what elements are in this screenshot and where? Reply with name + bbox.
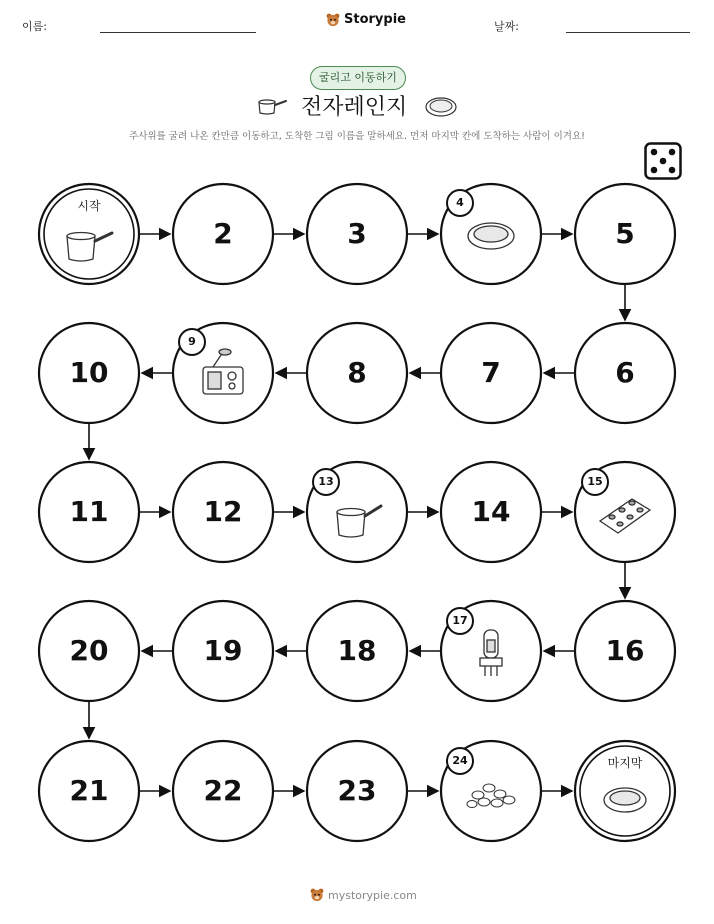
cell-badge: 9 bbox=[178, 328, 206, 356]
cell-number: 20 bbox=[69, 634, 109, 667]
cell-number: 8 bbox=[347, 356, 367, 389]
name-label: 이름: bbox=[22, 20, 47, 33]
brand-name: Storypie bbox=[344, 12, 406, 27]
start-label: 시작 bbox=[77, 199, 101, 213]
date-label: 날짜: bbox=[494, 20, 519, 33]
cell-number: 19 bbox=[203, 634, 243, 667]
cell-badge: 13 bbox=[312, 468, 340, 496]
footer-url[interactable]: mystorypie.com bbox=[328, 888, 417, 902]
dish-icon bbox=[468, 223, 514, 249]
cell-number: 2 bbox=[213, 217, 233, 250]
cell-number: 18 bbox=[337, 634, 377, 667]
cell-number: 6 bbox=[615, 356, 635, 389]
cell-number: 23 bbox=[337, 774, 377, 807]
bear-icon bbox=[310, 888, 324, 902]
cell-number: 10 bbox=[69, 356, 109, 389]
page-title: 전자레인지 bbox=[301, 95, 408, 120]
cell-badge: 4 bbox=[446, 189, 474, 217]
cell-number: 16 bbox=[605, 634, 645, 667]
finish-label: 마지막 bbox=[607, 756, 643, 770]
cell-number: 5 bbox=[615, 217, 635, 250]
activity-tag: 굴리고 이동하기 bbox=[310, 66, 406, 90]
cell-number: 21 bbox=[69, 774, 109, 807]
cell-number: 3 bbox=[347, 217, 367, 250]
instructions: 주사위를 굴려 나온 칸만큼 이동하고, 도착한 그림 이름을 말하세요. 먼저 마지막 칸에 도착하는 사람이 이겨요! bbox=[129, 131, 585, 142]
cell-number: 11 bbox=[69, 495, 109, 528]
cell-number: 12 bbox=[203, 495, 243, 528]
cell-badge: 15 bbox=[581, 468, 609, 496]
cell-badge: 17 bbox=[446, 607, 474, 635]
cell-number: 22 bbox=[203, 774, 243, 807]
footer bbox=[310, 888, 417, 902]
cell-number: 14 bbox=[471, 495, 511, 528]
dish-icon bbox=[604, 788, 646, 812]
cell-number: 7 bbox=[481, 356, 501, 389]
cell-badge: 24 bbox=[446, 747, 474, 775]
